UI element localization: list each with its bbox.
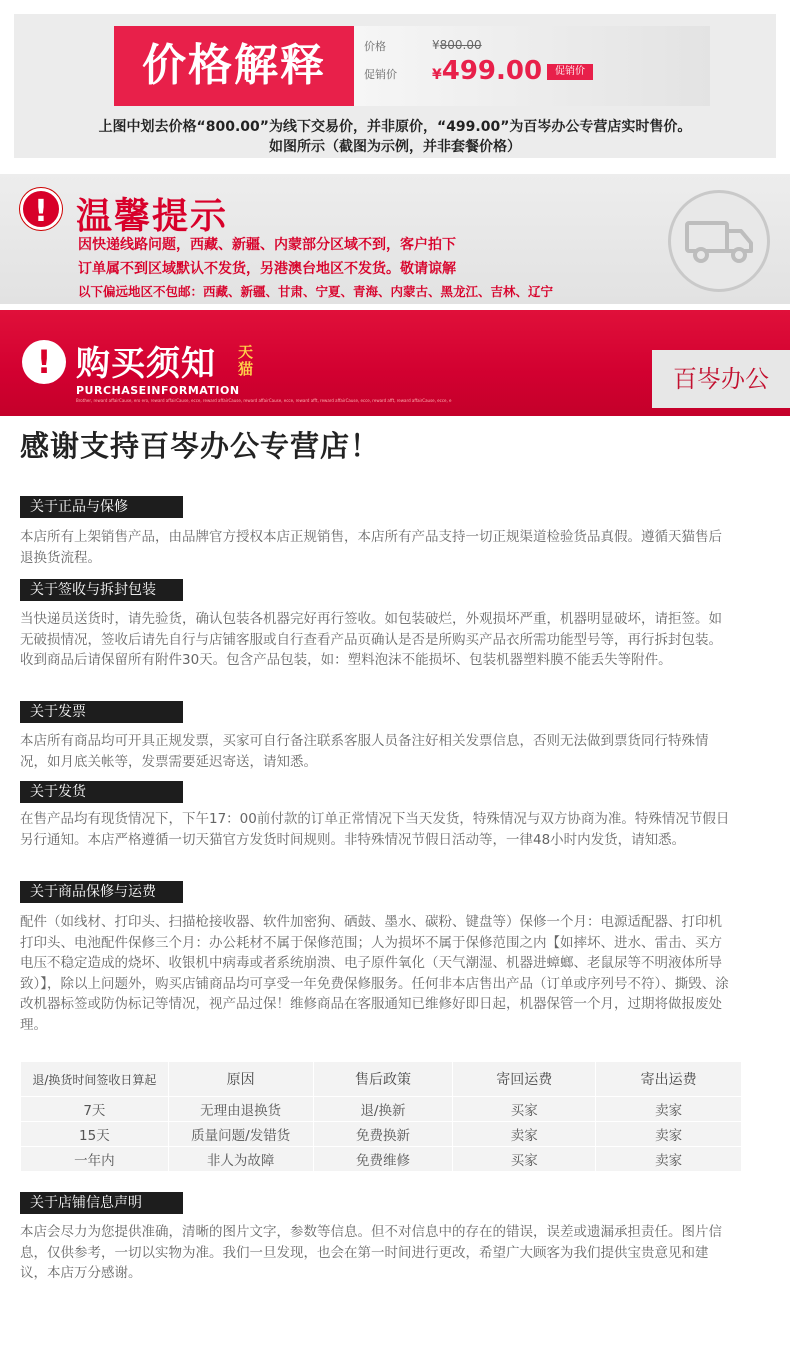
table-cell: 卖家 <box>596 1147 742 1172</box>
table-cell: 卖家 <box>596 1122 742 1147</box>
section-heading-shipping: 关于发货 <box>20 781 183 803</box>
section-body-genuine: 本店所有上架销售产品，由品牌官方授权本店正规销售，本店所有产品支持一切正规渠道检验货品真假。遵循天猫售后退换货流程。 <box>20 529 722 566</box>
warm-tip-line3: 以下偏远地区不包邮：西藏、新疆、甘肃、宁夏、青海、内蒙古、黑龙江、吉林、辽宁 <box>78 284 554 299</box>
thanks-heading: 感谢支持百岑办公专营店！ <box>20 429 381 463</box>
truck-icon-svg <box>671 193 767 289</box>
section-heading-invoice: 关于发票 <box>20 701 183 723</box>
section-body-shipping: 在售产品均有现货情况下，下午17：00前付款的订单正常情况下当天发货，特殊情况与双方协商为准。特殊情况节假日另行通知。本店严格遵循一切天猫官方发货时间规则。非特殊情况节假日活动等，一律48小时内发货，请知悉。 <box>20 811 730 848</box>
table-cell: 退/换新 <box>313 1097 453 1122</box>
exclamation-icon: ! <box>22 340 66 384</box>
table-header-cell: 原因 <box>168 1062 313 1097</box>
price-note-line2: 如图所示（截图为示例，并非套餐价格） <box>269 139 521 155</box>
section-body-warranty: 配件（如线材、打印头、扫描枪接收器、软件加密狗、硒鼓、墨水、碳粉、键盘等）保修一个月：电源适配器、打印机打印头、电池配件保修三个月：办公耗材不属于保修范围；人为损坏不属于保修范围之内【如摔坏、进水、雷击、买方电压不稳定造成的烧坏、收银机中病毒或者系统崩溃、电子原件氧化（天气潮湿、机器进蟑螂、老鼠尿等不明液体所导致）】，除以上问题外，购买店铺商品均可享受一年免费保修服务。任何非本店售出产品（订单或序列号不符）、撕毁、涂改机器标签或防伪标记等情况，视产品过保！维修商品在客服通知已维修好即日起，机器保管一个月，过期将做报废处理。 <box>20 914 729 1033</box>
shop-name-box <box>652 350 790 408</box>
table-cell: 卖家 <box>596 1097 742 1122</box>
old-price-value: 800.00 <box>439 38 482 52</box>
section-body-receipt: 当快递员送货时，请先验货，确认包装各机器完好再行签收。如包装破烂，外观损坏严重，机器明显破坏，请拒签。如无破损情况，签收后请先自行与店铺客服或自行查看产品页确认是否是所购买产品衣所需功能型号等，再行拆封包装。收到商品后请保留所有附件30天。包含产品包装，如：塑料泡沫不能损坏、包装机器塑料膜不能丢失等附件。 <box>20 611 722 668</box>
warm-tip-line2: 订单属不到区域默认不发货，另港澳台地区不发货。敬请谅解 <box>78 261 456 277</box>
price-note-line1: 上图中划去价格“800.00”为线下交易价，并非原价，“499.00”为百岑办公专营店实时售价。 <box>98 119 692 135</box>
table-cell: 卖家 <box>453 1122 596 1147</box>
new-price-value: 499.00 <box>441 56 543 86</box>
section-body-invoice: 本店所有商品均可开具正规发票，买家可自行备注联系客服人员备注好相关发票信息，否则无法做到票货同行特殊情况，如月底关帐等，发票需要延迟寄送，请知悉。 <box>20 733 709 770</box>
section-heading-receipt: 关于签收与拆封包装 <box>20 579 183 601</box>
exclamation-icon: ! <box>20 188 62 230</box>
price-label: 价格 <box>364 40 386 53</box>
table-row <box>21 1122 742 1147</box>
table-header-cell: 寄出运费 <box>596 1062 742 1097</box>
price-title-block <box>114 26 354 106</box>
table-row <box>21 1147 742 1172</box>
table-cell: 7天 <box>21 1097 169 1122</box>
table-header-cell: 寄回运费 <box>453 1062 596 1097</box>
table-cell: 买家 <box>453 1097 596 1122</box>
table-cell: 免费维修 <box>313 1147 453 1172</box>
promo-price-label: 促销价 <box>364 68 397 81</box>
table-cell: 质量问题/发错货 <box>168 1122 313 1147</box>
new-price <box>432 56 542 86</box>
new-price-currency: ¥ <box>432 67 442 83</box>
purchase-subtitle: PURCHASEINFORMATION <box>76 384 240 397</box>
table-row <box>21 1097 742 1122</box>
table-cell: 无理由退换货 <box>168 1097 313 1122</box>
purchase-micro-text: Brother, reward affairCause, ero ero, reward affairCause, ecce, reward affairCause, reward affairCause, ecce, reward afft, reward affairCause, ecce, reward afft, reward affairCause, ecce, e <box>76 398 452 403</box>
table-cell: 免费换新 <box>313 1122 453 1147</box>
table-header-cell: 售后政策 <box>313 1062 453 1097</box>
table-cell: 非人为故障 <box>168 1147 313 1172</box>
section-heading-genuine: 关于正品与保修 <box>20 496 183 518</box>
old-price <box>432 38 482 52</box>
price-explanation-banner <box>0 0 790 170</box>
warm-tip-title: 温馨提示 <box>76 195 229 237</box>
price-title: 价格解释 <box>142 40 326 91</box>
table-header-row <box>21 1062 742 1097</box>
promo-badge: 促销价 <box>547 64 593 80</box>
shop-name: 百岑办公 <box>673 365 769 393</box>
section-body-disclaimer: 本店会尽力为您提供准确，清晰的图片文字，参数等信息。但不对信息中的存在的错误，误差或遗漏承担责任。图片信息，仅供参考，一切以实物为准。我们一旦发现，也会在第一时间进行更改，希望广大顾客为我们提供宝贵意见和建议，本店万分感谢。 <box>20 1224 722 1281</box>
table-header-cell: 退/换货时间签收日算起 <box>21 1062 169 1097</box>
purchase-title: 购买须知 <box>76 344 216 384</box>
old-price-currency: ¥ <box>432 38 440 52</box>
warm-tip-section <box>0 174 790 304</box>
service-table <box>20 1061 742 1172</box>
section-heading-disclaimer: 关于店铺信息声明 <box>20 1192 183 1214</box>
warm-tip-line1: 因快递线路问题，西藏、新疆、内蒙部分区域不到，客户拍下 <box>78 237 456 253</box>
table-cell: 15天 <box>21 1122 169 1147</box>
table-cell: 一年内 <box>21 1147 169 1172</box>
table-cell: 买家 <box>453 1147 596 1172</box>
section-heading-warranty: 关于商品保修与运费 <box>20 881 183 903</box>
truck-icon <box>668 190 770 292</box>
tmall-label: 天猫 <box>238 343 254 378</box>
